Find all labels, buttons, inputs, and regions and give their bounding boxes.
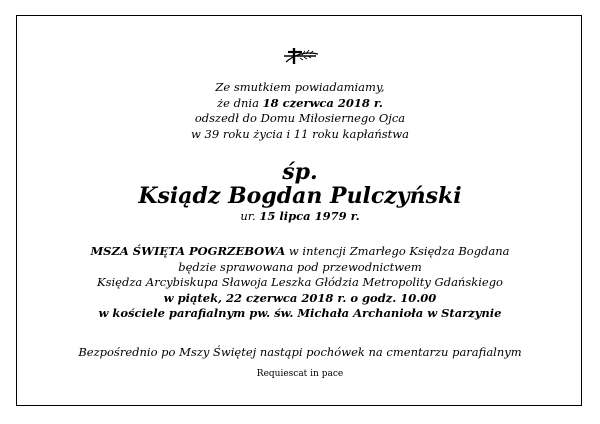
- mass-line-1-rest: w intencji Zmarłego Księdza Bogdana: [285, 244, 510, 258]
- mass-info: [0, 244, 600, 322]
- birth-line: [0, 209, 600, 223]
- deceased-name: Ksiądz Bogdan Pulczyński: [138, 183, 462, 209]
- intro-line-2-pre: że dnia: [217, 95, 263, 110]
- mass-line-3: Księdza Arcybiskupa Sławoja Leszka Głódzia Metropolity Gdańskiego: [97, 275, 503, 289]
- closing-text: Requiescat in pace: [256, 369, 344, 379]
- mass-line-2: będzie sprawowana pod przewodnictwem: [178, 259, 422, 274]
- intro-line-4: w 39 roku życia i 11 roku kapłaństwa: [191, 126, 409, 141]
- intro-text: [0, 80, 600, 142]
- mass-place: [0, 306, 600, 322]
- intro-line-3: odszedł do Domu Miłosiernego Ojca: [194, 111, 406, 125]
- burial-info: Bezpośrednio po Mszy Świętej nastąpi pochówek na cmentarzu parafialnym: [78, 345, 522, 359]
- mass-date-text: w piątek, 22 czerwca 2018 r. o godz. 10.00: [163, 290, 437, 305]
- mass-title: MSZA ŚWIĘTA POGRZEBOWA: [90, 244, 286, 258]
- death-date: 18 czerwca 2018 r.: [262, 95, 383, 110]
- birth-pre: ur.: [240, 209, 260, 223]
- intro-line-1: Ze smutkiem powiadamiamy,: [215, 80, 385, 94]
- sp-prefix: śp.: [282, 159, 318, 185]
- birth-date: 15 lipca 1979 r.: [259, 209, 360, 223]
- mass-line-1: [0, 244, 600, 260]
- cross-with-palm-icon: [280, 42, 322, 68]
- intro-line-2: [0, 96, 600, 112]
- mass-place-text: w kościele parafialnym pw. św. Michała Archanioła w Starzynie: [98, 306, 502, 320]
- mass-date: [0, 291, 600, 307]
